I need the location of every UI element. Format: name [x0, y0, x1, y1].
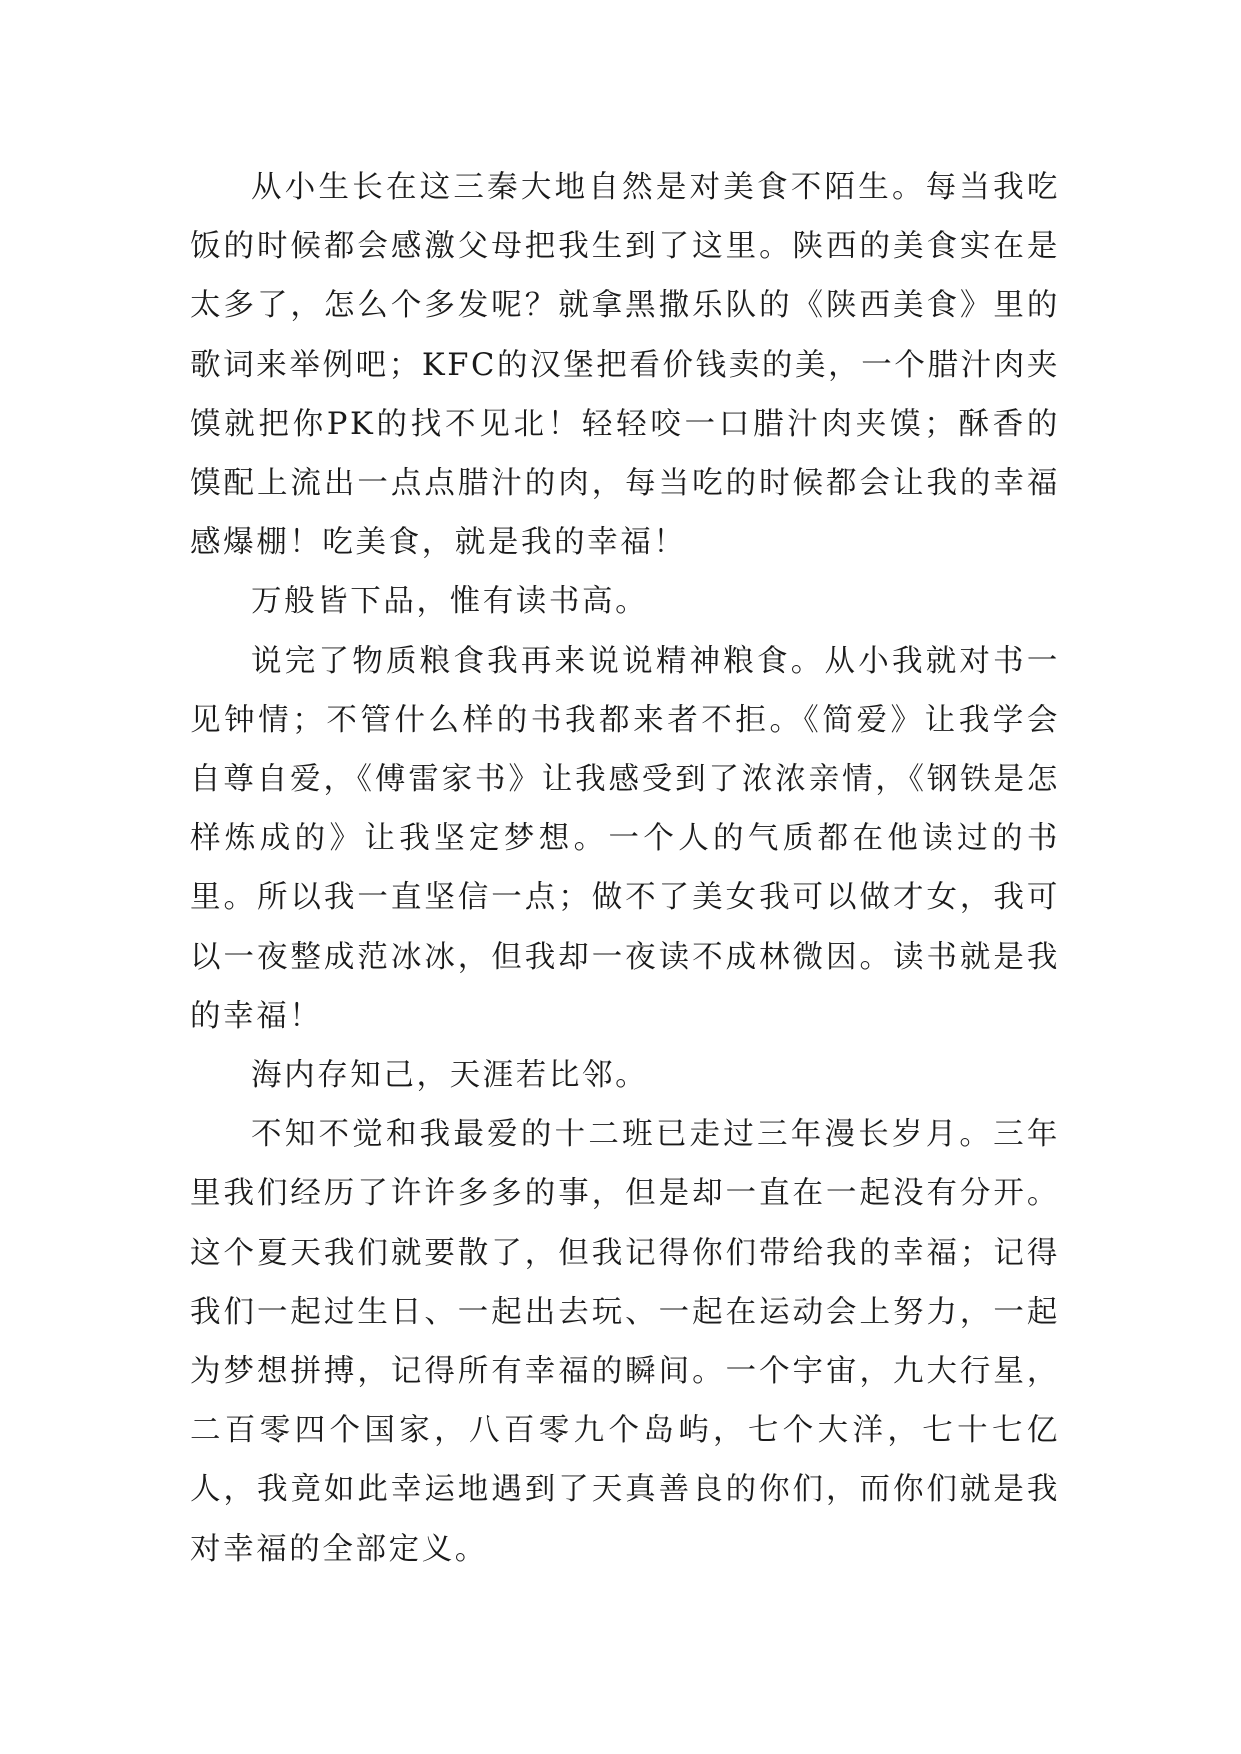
- paragraph-reading-quote: 万般皆下品，惟有读书高。: [251, 584, 649, 620]
- paragraph-reading: 说完了物质粮食我再来说说精神粮食。从小我就对书一见钟情；不管什么样的书我都来者不拒。《简爱》让我学会自尊自爱，《傅雷家书》让我感受到了浓浓亲情，《钢铁是怎样炼成的》让我坚定梦想。一个人的气质都在他读过的书里。所以我一直坚信一点；做不了美女我可以做才女，我可以一夜整成范冰冰，但我却一夜读不成林微因。读书就是我的幸福！: [190, 643, 1060, 1034]
- paragraph-food: 从小生长在这三秦大地自然是对美食不陌生。每当我吃饭的时候都会感激父母把我生到了这里。陕西的美食实在是太多了，怎么个多发呢？就拿黑撒乐队的《陕西美食》里的歌词来举例吧；KFC的汉堡把看价钱卖的美，一个腊汁肉夹馍就把你PK的找不见北！轻轻咬一口腊汁肉夹馍；酥香的馍配上流出一点点腊汁的肉，每当吃的时候都会让我的幸福感爆棚！吃美食，就是我的幸福！: [190, 170, 1060, 561]
- paragraph-friends: 不知不觉和我最爱的十二班已走过三年漫长岁月。三年里我们经历了许许多多的事，但是却一直在一起没有分开。这个夏天我们就要散了，但我记得你们带给我的幸福；记得我们一起过生日、一起出去玩、一起在运动会上努力，一起为梦想拼搏，记得所有幸福的瞬间。一个宇宙，九大行星，二百零四个国家，八百零九个岛屿，七个大洋，七十七亿人，我竟如此幸运地遇到了天真善良的你们，而你们就是我对幸福的全部定义。: [190, 1117, 1060, 1567]
- document-body: [190, 158, 1060, 1579]
- paragraph-friends-quote: 海内存知己，天涯若比邻。: [251, 1058, 649, 1094]
